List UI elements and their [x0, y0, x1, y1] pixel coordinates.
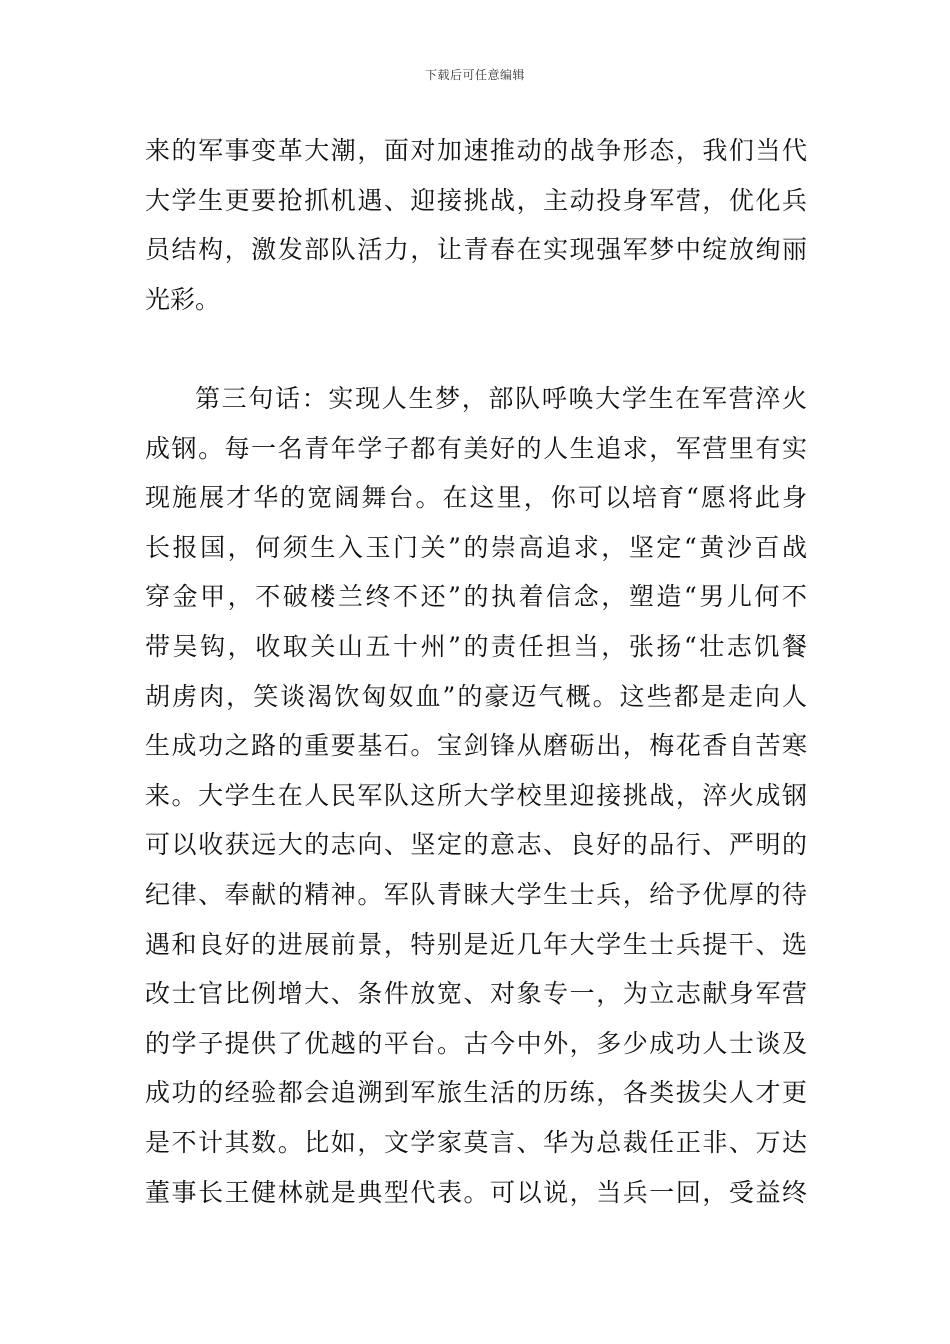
paragraph-1 [145, 126, 807, 324]
text-line: 改士官比例增大、条件放宽、对象专一，为立志献身军营 [145, 979, 807, 1009]
text-line: 带吴钩，收取关山五十州”的责任担当，张扬“壮志饥餐 [145, 631, 807, 661]
text-line: 生成功之路的重要基石。宝剑锋从磨砺出，梅花香自苦寒 [145, 731, 807, 761]
page-header: 下载后可任意编辑 [424, 68, 525, 82]
text-line: 成功的经验都会追溯到军旅生活的历练，各类拔尖人才更 [145, 1078, 807, 1108]
text-line: 是不计其数。比如，文学家莫言、华为总裁任正非、万达 [145, 1127, 807, 1157]
text-line: 来。大学生在人民军队这所大学校里迎接挑战，淬火成钢 [145, 780, 807, 810]
paragraph-2 [145, 374, 807, 1217]
text-line: 第三句话：实现人生梦，部队呼唤大学生在军营淬火 [195, 384, 807, 413]
text-line: 长报国，何须生入玉门关”的崇高追求，坚定“黄沙百战 [145, 532, 807, 562]
text-line: 大学生更要抢抓机遇、迎接挑战，主动投身军营，优化兵 [145, 185, 807, 215]
text-line: 现施展才华的宽阔舞台。在这里，你可以培育“愿将此身 [145, 483, 807, 513]
text-line: 来的军事变革大潮，面对加速推动的战争形态，我们当代 [145, 136, 807, 165]
text-line: 穿金甲，不破楼兰终不还”的执着信念，塑造“男儿何不 [145, 582, 807, 612]
text-line: 纪律、奉献的精神。军队青睐大学生士兵，给予优厚的待 [145, 879, 807, 909]
text-line: 遇和良好的进展前景，特别是近几年大学生士兵提干、选 [145, 929, 807, 959]
text-line: 员结构，激发部队活力，让青春在实现强军梦中绽放绚丽 [145, 235, 807, 265]
text-line: 胡虏肉，笑谈渴饮匈奴血”的豪迈气概。这些都是走向人 [145, 681, 807, 711]
text-line: 可以收获远大的志向、坚定的意志、良好的品行、严明的 [145, 830, 807, 860]
text-line: 董事长王健林就是典型代表。可以说，当兵一回，受益终 [145, 1177, 807, 1207]
text-line: 的学子提供了优越的平台。古今中外，多少成功人士谈及 [145, 1028, 807, 1058]
text-line: 成钢。每一名青年学子都有美好的人生追求，军营里有实 [145, 433, 807, 463]
text-line: 光彩。 [145, 284, 221, 314]
